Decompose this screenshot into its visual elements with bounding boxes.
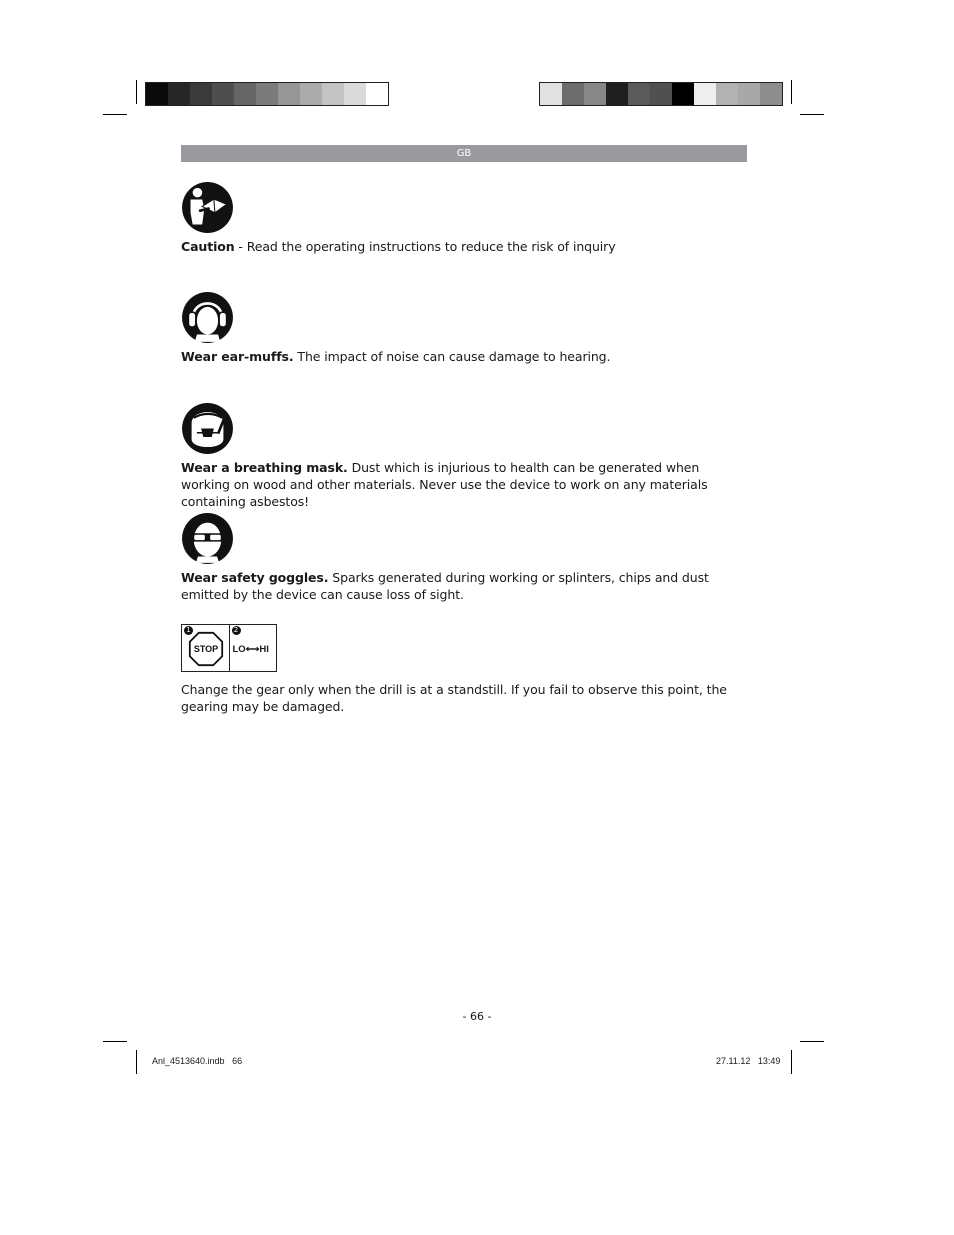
gear-change-figure [181,624,277,672]
color-swatch [738,83,760,105]
color-swatch [278,83,300,105]
safety-text [181,348,747,365]
safety-heading: Wear ear-muffs. [181,349,294,364]
crop-mark [136,80,137,104]
language-header [181,145,747,162]
ear-muffs-icon [181,291,234,344]
color-swatch [344,83,366,105]
safety-description: Sparks generated during working or splinters, chips and dust emitted by the device can cause loss of sight. [181,570,709,602]
breathing-mask-icon [181,402,234,455]
safety-text [181,569,747,603]
color-swatch [366,83,388,105]
stop-label: STOP [193,644,219,655]
figure-number-2: 2 [232,626,241,635]
hi-label: HI [259,644,269,655]
safety-heading: Wear a breathing mask. [181,460,348,475]
safety-heading: Caution [181,239,235,254]
color-swatch [212,83,234,105]
color-swatch [672,83,694,105]
safety-section-safety-goggles [181,512,747,603]
color-swatch [322,83,344,105]
color-swatch [300,83,322,105]
gear-note-section [181,677,747,715]
safety-section-ear-muffs [181,291,747,365]
crop-mark [791,1050,792,1074]
color-swatch [540,83,562,105]
color-swatch [146,83,168,105]
safety-heading: Wear safety goggles. [181,570,329,585]
color-swatch [694,83,716,105]
safety-description: - Read the operating instructions to reduce the risk of inquiry [234,239,616,254]
footer-datetime: 27.11.12 13:49 [716,1056,781,1066]
crop-mark [800,114,824,115]
double-arrow-icon: ⟷ [245,644,260,655]
color-swatch [190,83,212,105]
figure-cell-lo-hi [229,625,277,671]
lo-hi-switch-label [233,644,269,655]
gear-note: Change the gear only when the drill is at a standstill. If you fail to observe this point, the gearing may be damaged. [181,682,727,714]
figure-number-1: 1 [184,626,193,635]
color-swatch [760,83,782,105]
footer-file-info: Anl_4513640.indb 66 [152,1056,243,1066]
crop-mark [103,1041,127,1042]
color-calibration-bar-left [145,82,389,106]
color-swatch [584,83,606,105]
figure-cell-stop [182,625,229,671]
safety-description: Dust which is injurious to health can be generated when working on wood and other materials. Never use the device to work on any materials containing asbestos! [181,460,708,509]
color-swatch [562,83,584,105]
read-manual-icon [181,181,234,234]
safety-description: The impact of noise can cause damage to hearing. [293,349,611,364]
color-swatch [168,83,190,105]
color-calibration-bar-right [539,82,783,106]
color-swatch [606,83,628,105]
color-swatch [628,83,650,105]
crop-mark [103,114,127,115]
safety-section-breathing-mask [181,402,747,510]
color-swatch [716,83,738,105]
crop-mark [800,1041,824,1042]
color-swatch [650,83,672,105]
safety-goggles-icon [181,512,234,565]
stop-sign-icon [188,631,224,667]
language-code: GB [456,148,472,159]
safety-section-read-manual [181,181,747,255]
safety-text [181,459,747,510]
lo-label: LO [232,644,246,655]
color-swatch [234,83,256,105]
color-swatch [256,83,278,105]
crop-mark [791,80,792,104]
safety-text [181,238,747,255]
crop-mark [136,1050,137,1074]
page-number: - 66 - [462,1010,492,1023]
